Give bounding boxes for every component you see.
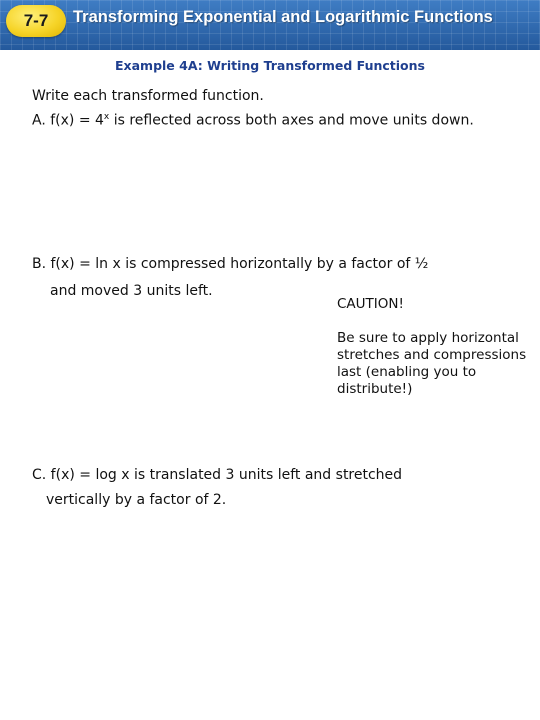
part-a-text: is reflected across both axes and move units down. — [109, 112, 474, 129]
part-a-label: A. — [32, 112, 46, 129]
page-title: Transforming Exponential and Logarithmic Functions — [73, 8, 493, 26]
part-a-function: f(x) = 4 — [50, 112, 104, 129]
caution-body: Be sure to apply horizontal stretches and compressions last (enabling you to distribute!) — [337, 330, 527, 397]
example-title: Example 4A: Writing Transformed Functions — [115, 58, 425, 73]
part-c-line1: C. f(x) = log x is translated 3 units left and stretched — [32, 467, 403, 483]
caution-title: CAUTION! — [337, 296, 404, 312]
section-badge: 7-7 — [6, 5, 66, 37]
part-b-line1: B. f(x) = ln x is compressed horizontally by a factor of ½ — [32, 256, 429, 272]
part-b-line2: and moved 3 units left. — [50, 283, 213, 299]
part-a-exponent: x — [103, 112, 110, 122]
part-a — [32, 112, 474, 129]
header-bar — [0, 0, 540, 50]
instruction-text: Write each transformed function. — [32, 88, 264, 104]
part-c-line2: vertically by a factor of 2. — [46, 492, 227, 508]
caution-box — [337, 296, 527, 398]
